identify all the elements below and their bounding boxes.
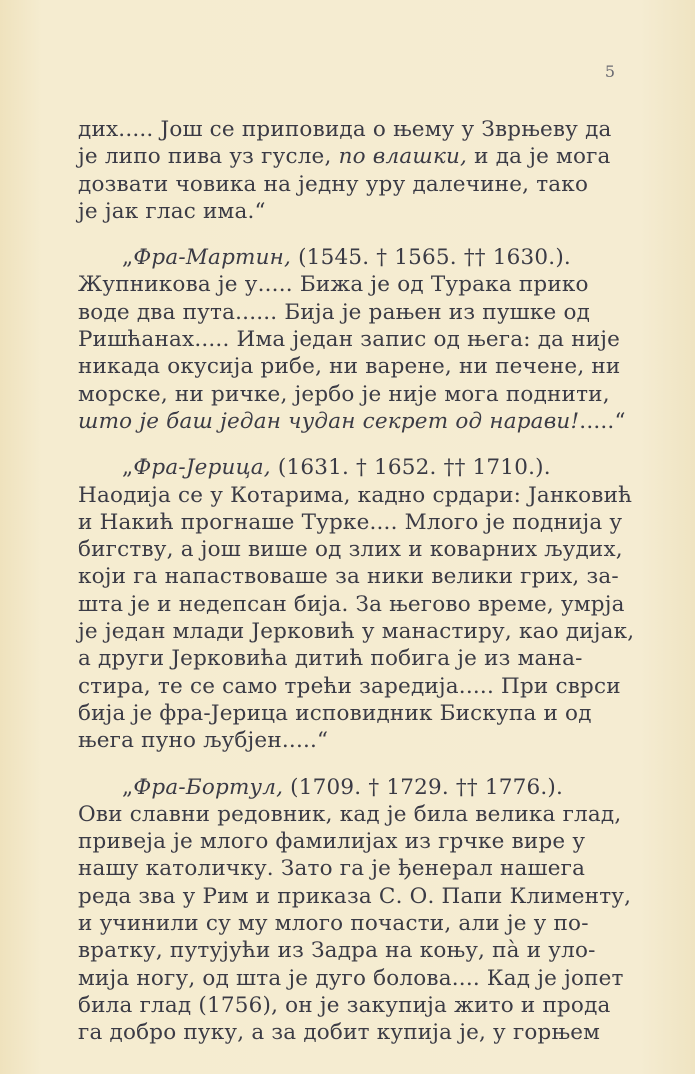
text-run: никада окусија рибе, ни варене, ни печене, ни [78,354,621,380]
text-run: „ [122,774,134,800]
text-run: је јак глас има.“ [78,198,266,224]
text-line [78,454,618,481]
text-run: (1631. † 1652. †† 1710.). [270,455,551,481]
body-text [78,116,635,1066]
text-run: а други Јерковића дитић побига је из мана- [78,646,583,672]
text-line [78,727,618,754]
text-run: Наодија се у Котарима, кадно срдари: Јанковић [78,482,633,508]
text-line [78,618,635,645]
text-run: мија ногу, од шта је дуго болова.... Кад је јопет [78,965,624,991]
italic-text: Фра-Бортул, [133,774,284,800]
italic-text: Фра-Јерица, [133,455,271,481]
text-run: Жупникова је у..... Бижа је од Турака прико [78,272,589,298]
text-run: бија је фра-Јерица исповидник Бискупа и од [78,700,592,726]
text-line [78,381,618,408]
text-run: дих..... Још се приповида о њему у Зврњеву да [78,117,612,142]
text-line [78,937,618,964]
text-run: је липо пива уз гусле, [78,144,339,170]
text-line [78,536,623,563]
text-line [78,700,618,727]
italic-text: Фра-Мартин, [133,245,292,271]
text-run: и да је мога [467,144,611,170]
text-run: који га напаствоваше за ники велики грих, за- [78,564,619,590]
text-line [78,353,621,380]
text-run: њега пуно љубјен.....“ [78,728,329,754]
text-line [78,143,618,170]
text-run: шта је и недепсан бија. За његово време, умрја [78,591,625,617]
text-line [78,591,625,618]
text-run: бигству, а још више од злих и коварних људих, [78,537,623,563]
text-run: (1545. † 1565. †† 1630.). [291,245,571,271]
text-run: морске, ни ричке, јербо је није мога поднити, [78,381,610,407]
text-line [78,965,624,992]
text-run: .....“ [579,408,626,434]
italic-text: што је баш један чудан секрет од нарави! [78,408,580,434]
text-run: (1709. † 1729. †† 1776.). [283,774,564,800]
text-line [78,563,618,590]
text-run: стира, те се само трећи заредија..... При сврси [78,673,621,699]
text-line [78,509,623,536]
paragraph [78,774,632,1047]
paragraph [78,244,626,435]
text-line [78,271,618,298]
text-run: и Накић прогнаше Турке.... Млого је поднија у [78,509,623,535]
text-line [78,673,621,700]
text-run: „ [122,455,134,481]
text-line [78,116,618,143]
text-line [78,408,626,435]
text-line [78,171,618,198]
text-line [78,828,618,855]
text-run: нашу католичку. Зато га је ђенерал нашега [78,856,586,882]
text-line [78,482,633,509]
text-line [78,299,618,326]
text-run: Ови славни редовник, кад је била велика глад, [78,801,622,827]
text-run: привеја је млого фамилијах из грчке вире у [78,829,586,855]
text-run: га добро пуку, а за добит купија је, у горњем [78,1020,601,1046]
text-line [78,801,622,828]
text-line [78,1019,618,1046]
text-line [78,883,632,910]
text-line [78,645,618,672]
text-line [78,774,618,801]
text-run: Ришћанах..... Има један запис од њега: да није [78,327,621,353]
text-line [78,910,618,937]
italic-text: по влашки, [338,144,468,170]
text-run: реда зва у Рим и приказа С. О. Папи Клименту, [78,883,632,909]
text-run: и учинили су му млого почасти, али је у по- [78,911,589,937]
text-line [78,244,618,271]
text-run: воде два пута...... Бија је рањен из пушке од [78,299,591,325]
text-line [78,992,618,1019]
text-run: вратку, путујући из Задра на коњу, па̀ и уло- [78,938,596,964]
page-number: 5 [604,62,615,81]
text-line [78,855,618,882]
text-run: је један млади Јерковић у манастиру, као дијак, [78,619,635,645]
text-line [78,198,618,225]
text-line [78,326,621,353]
text-run: дозвати човика на једну уру далечине, тако [78,171,589,197]
paragraph [78,116,618,225]
text-run: „ [122,245,134,271]
paragraph [78,454,635,754]
text-run: била глад (1756), он је закупија жито и прода [78,992,611,1018]
